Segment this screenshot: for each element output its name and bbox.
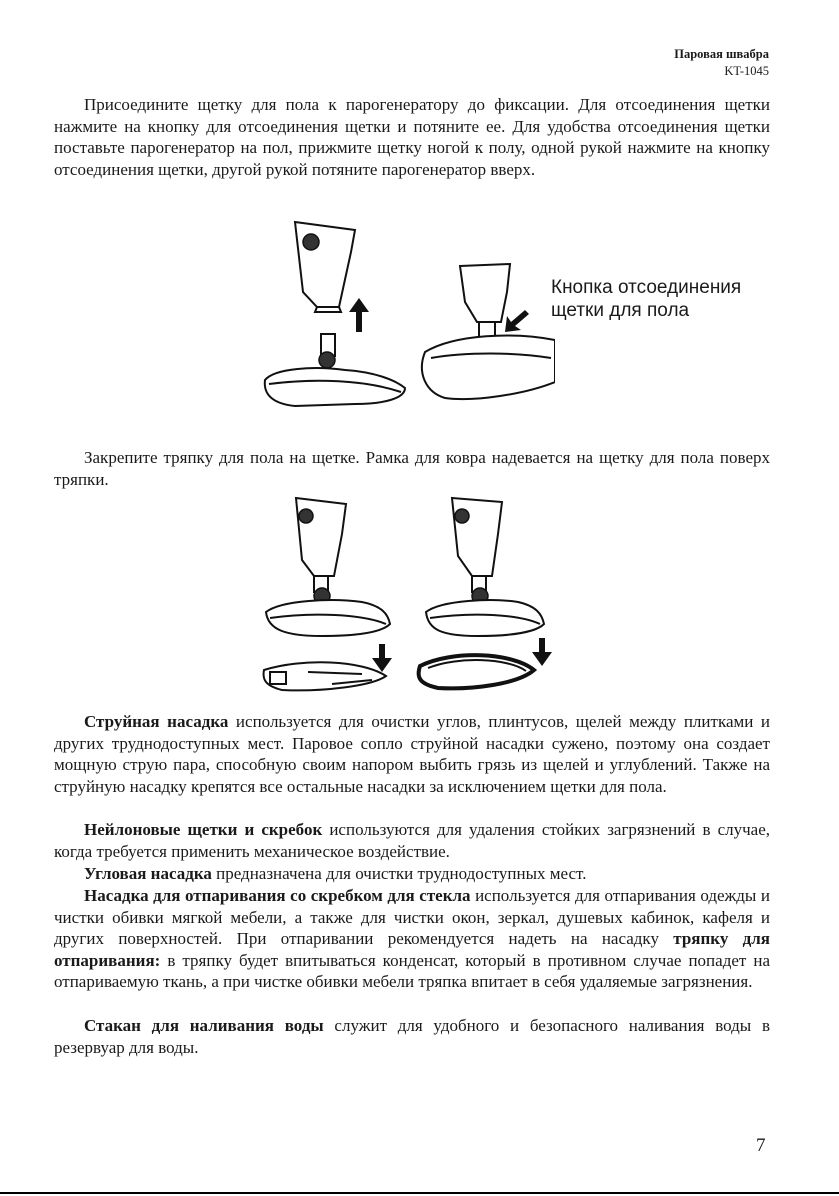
steam-generator-left-illustration — [295, 222, 355, 312]
bold-term: Насадка для отпаривания со скребком для стекла — [84, 886, 471, 905]
arrow-down-icon-2 — [532, 638, 552, 666]
mop-with-cloth-illustration — [264, 498, 390, 690]
paragraph-text: Закрепите тряпку для пола на щетке. Рамка для ковра надевается на щетку для пола поверх тряпки. — [54, 448, 770, 489]
paragraph-steaming-nozzle — [54, 885, 770, 993]
header-title: Паровая швабра — [674, 47, 769, 61]
paragraph-text-2: в тряпку будет впитываться конденсат, который в противном случае попадет на отпариваемую ткань, а при чистке обивки мебели тряпка впитает в себя удаляемые загрязнения. — [54, 950, 770, 992]
bold-term: Струйная насадка — [84, 712, 229, 731]
floor-brush-left-illustration — [265, 334, 405, 406]
bold-term: Угловая насадка — [84, 864, 212, 883]
paragraph-text: предназначена для очистки труднодоступных мест. — [211, 864, 587, 883]
bold-term: Стакан для наливания воды — [84, 1016, 324, 1035]
page-header — [674, 46, 769, 80]
arrow-up-icon — [349, 298, 369, 332]
paragraph-text: Присоедините щетку для пола к парогенератору до фиксации. Для отсоединения щетки нажмите на кнопку для отсоединения щетки и потяните ее. Для удобства отсоединения щетки поставьте парогенератор на пол, прижмите щетку ногой к полу, одной рукой нажмите на кнопку отсоединения щетки, другой рукой потяните парогенератор вверх. — [54, 95, 770, 179]
paragraph-attach-brush — [54, 94, 770, 180]
paragraph-text: используются для удаления стойких загрязнений в случае, когда требуется применить механическое воздействие. — [54, 820, 770, 861]
paragraph-nylon-brushes — [54, 819, 770, 862]
figure-detach-brush — [255, 212, 555, 412]
header-model: KT-1045 — [724, 64, 769, 78]
page-number: 7 — [756, 1135, 766, 1156]
bold-term: Нейлоновые щетки и скребок — [84, 820, 323, 839]
arrow-press-icon — [505, 310, 529, 332]
paragraph-text: используется для очистки углов, плинтусов, щелей между плитками и других труднодоступных мест. Паровое сопло струйной насадки сужено, поэтому она создает мощную струю пара, способную своим напором выбить грязь из щелей и углублений. Также на струйную насадку крепятся все остальные насадки за исключением щетки для пола. — [54, 712, 770, 796]
bottom-rule — [0, 1192, 839, 1194]
bold-term-2: тряпку для отпаривания: — [54, 929, 770, 970]
callout-line-1: Кнопка отсоединения — [551, 277, 742, 298]
figure-cloth-and-frame — [262, 494, 562, 704]
paragraph-text: служит для удобного и безопасного наливания воды в резервуар для воды. — [54, 1016, 770, 1057]
paragraph-jet-nozzle — [54, 711, 770, 797]
paragraph-corner-nozzle — [54, 863, 770, 885]
paragraph-cloth — [54, 447, 770, 490]
arrow-down-icon — [372, 644, 392, 672]
mop-with-carpet-frame-illustration — [419, 498, 544, 688]
paragraph-text: используется для отпаривания одежды и чистки обивки мягкой мебели, а также для чистки окон, зеркал, душевых кабинок, кафеля и других поверхностей. При отпаривании рекомендуется надеть на насадку — [54, 886, 770, 949]
button-callout — [551, 276, 741, 322]
callout-line-2: щетки для пола — [551, 300, 690, 321]
steam-generator-right-illustration — [422, 264, 555, 399]
paragraph-water-cup — [54, 1015, 770, 1058]
